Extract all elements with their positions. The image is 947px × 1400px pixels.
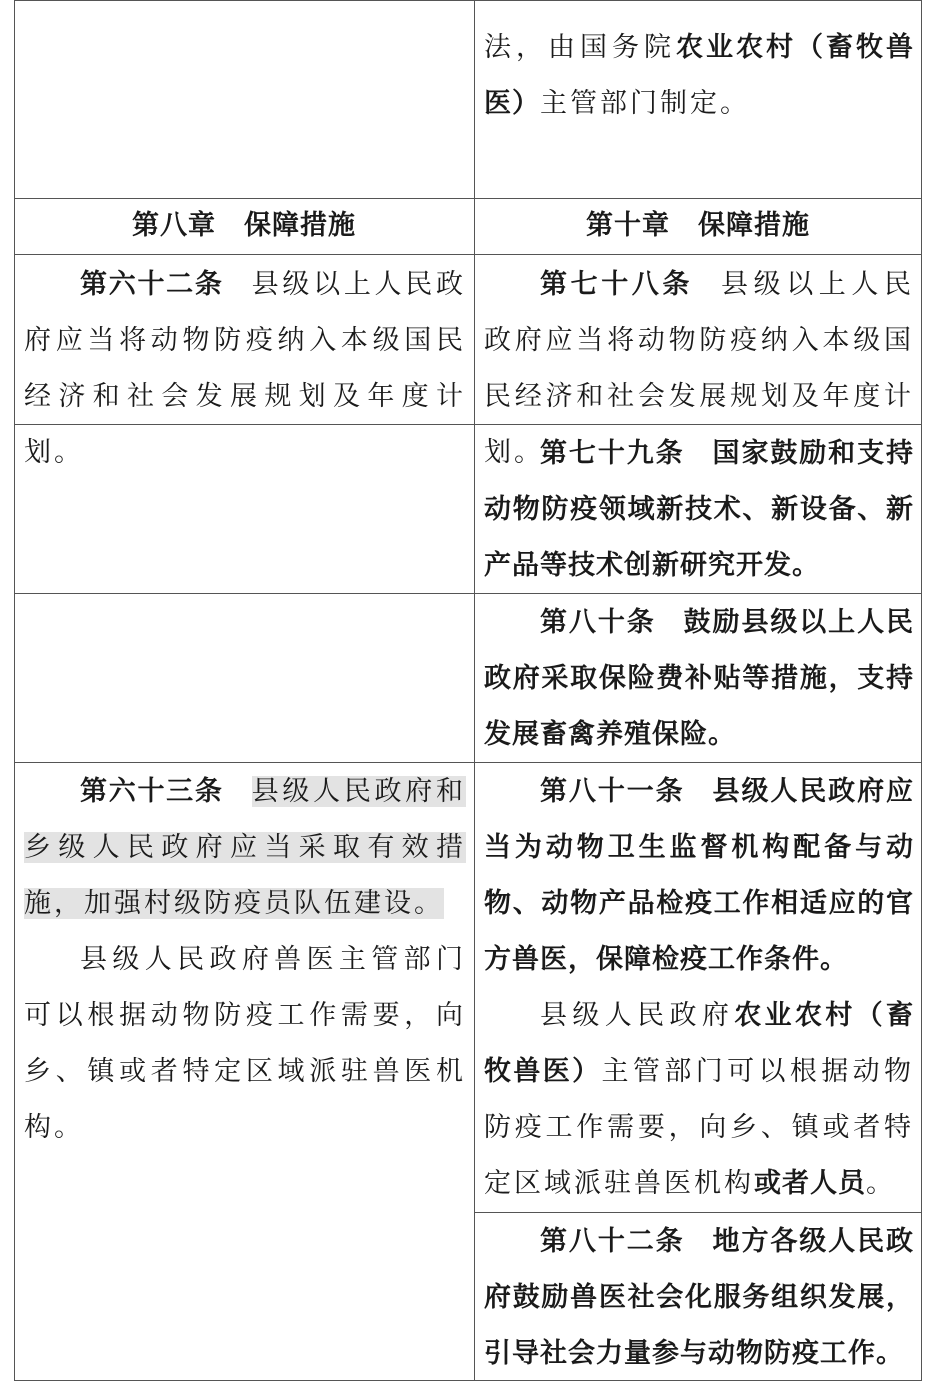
article-82-cell bbox=[476, 1214, 922, 1382]
article-number: 第六十三条 bbox=[80, 776, 224, 807]
table-border-top bbox=[14, 0, 922, 1]
article-63-cell bbox=[16, 764, 474, 1156]
text-span: 主管部门可以根据动物防疫工作需要，向乡、镇或者特定区域派驻兽医机构 bbox=[484, 1056, 915, 1199]
article-number: 第六十二条 bbox=[80, 269, 224, 300]
top-right-cell bbox=[476, 20, 922, 132]
article-text: 国家鼓励和支持动物防疫领域新技术、新设备、新产品等技术创新研究开发。 bbox=[484, 438, 915, 581]
article-text: 地方各级人民政府鼓励兽医社会化服务组织发展，引导社会力量参与动物防疫工作。 bbox=[484, 1226, 915, 1369]
text-span: 主管部门制定。 bbox=[540, 88, 750, 119]
article-79-cell bbox=[476, 426, 922, 594]
article-number: 第八十二条 bbox=[540, 1226, 685, 1257]
article-text: 县级以上人民政府应当将动物防疫纳入本级国民经济和社会发展规划及年度计划。 bbox=[24, 269, 467, 468]
article-number: 第八十一条 bbox=[540, 776, 685, 807]
article-number: 第七十九条 bbox=[540, 438, 685, 469]
chapter-heading-left: 第八章 保障措施 bbox=[132, 210, 356, 241]
bold-text: 农业农村（畜牧兽医） bbox=[484, 1000, 915, 1087]
bold-text: 或者人员 bbox=[754, 1168, 866, 1199]
text-span: 。 bbox=[866, 1168, 896, 1199]
chapter-heading-right: 第十章 保障措施 bbox=[586, 210, 810, 241]
article-text: 鼓励县级以上人民政府采取保险费补贴等措施，支持发展畜禽养殖保险。 bbox=[484, 607, 915, 750]
article-text: 县级以上人民政府应当将动物防疫纳入本级国民经济和社会发展规划及年度计划。 bbox=[484, 269, 914, 468]
article-80-cell bbox=[476, 595, 922, 763]
row-divider bbox=[14, 254, 922, 255]
highlighted-text: 县级人民政府和乡级人民政府应当采取有效措施，加强村级防疫员队伍建设。 bbox=[24, 776, 467, 919]
article-number: 第七十八条 bbox=[540, 269, 693, 300]
row-divider bbox=[474, 1212, 922, 1213]
article-number: 第八十条 bbox=[540, 607, 656, 638]
article-paragraph: 县级人民政府兽医主管部门可以根据动物防疫工作需要，向乡、镇或者特定区域派驻兽医机构。 bbox=[24, 944, 466, 1143]
bold-text: 农业农村（畜牧兽医） bbox=[484, 32, 914, 119]
article-62-cell bbox=[16, 257, 474, 481]
comparison-table bbox=[14, 0, 922, 1381]
text-span: 法，由国务院 bbox=[484, 32, 676, 63]
text-span: 县级人民政府 bbox=[540, 1000, 735, 1031]
article-81-cell bbox=[476, 764, 922, 1212]
article-text: 县级人民政府应当为动物卫生监督机构配备与动物、动物产品检疫工作相适应的官方兽医，保障检疫工作条件。 bbox=[484, 776, 915, 975]
